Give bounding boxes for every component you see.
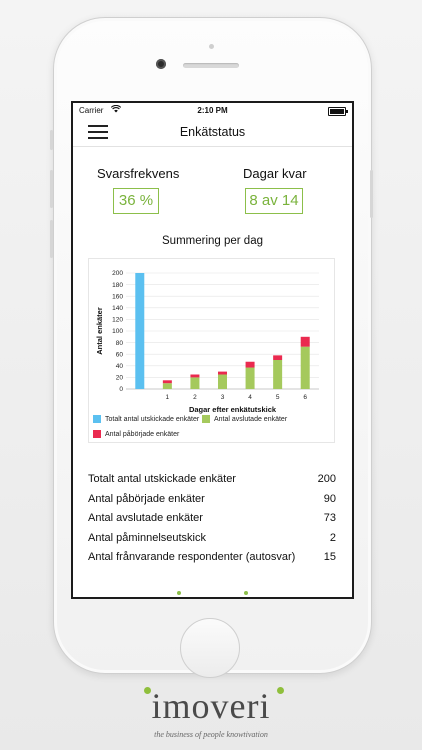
- volume-up-button: [50, 170, 53, 208]
- bar-completed: [301, 347, 310, 389]
- y-tick-label: 140: [112, 305, 123, 312]
- y-tick-label: 100: [112, 328, 123, 336]
- stats-list: [88, 473, 336, 571]
- bar-started: [273, 355, 282, 360]
- stat-value: 15: [323, 551, 336, 563]
- page-indicator-dot: [244, 591, 248, 595]
- stat-row: [88, 532, 336, 552]
- chart-container: [88, 258, 335, 443]
- side-button: [50, 130, 53, 150]
- volume-down-button: [50, 220, 53, 258]
- bar-completed: [163, 383, 172, 389]
- status-bar: [73, 103, 352, 118]
- days-left-value: 8 av 14: [245, 188, 303, 214]
- x-tick-label: 3: [220, 394, 225, 401]
- x-tick-label: 2: [193, 394, 197, 401]
- legend-swatch-started: [93, 430, 101, 438]
- bar-completed: [273, 360, 282, 389]
- response-rate-value: 36 %: [113, 188, 159, 214]
- legend-label-started: Antal påbörjade enkäter: [105, 430, 180, 438]
- stat-label: Totalt antal utskickade enkäter: [88, 473, 236, 485]
- page-title: Enkätstatus: [179, 125, 246, 139]
- home-button[interactable]: [180, 618, 240, 678]
- bar-completed: [190, 377, 199, 389]
- stat-row: [88, 551, 336, 571]
- response-rate-label: Svarsfrekvens: [97, 166, 180, 181]
- x-tick-label: 6: [303, 394, 308, 401]
- y-tick-label: 160: [112, 293, 123, 301]
- logo-dot-end: [277, 687, 284, 694]
- y-tick-label: 60: [115, 351, 123, 359]
- chart-title: Summering per dag: [162, 235, 263, 247]
- earpiece-speaker: [183, 63, 239, 68]
- x-tick-label: 4: [248, 394, 252, 401]
- legend-completed: [202, 415, 287, 423]
- brand-logo: [0, 688, 422, 724]
- page-indicator-dot: [177, 591, 181, 595]
- y-tick-label: 200: [112, 270, 123, 278]
- x-tick-label: 5: [275, 394, 280, 401]
- stat-row: [88, 512, 336, 532]
- bar-started: [246, 362, 255, 368]
- days-left-label: Dagar kvar: [243, 166, 307, 181]
- y-tick-label: 0: [119, 386, 123, 394]
- brand-tagline: the business of people knowtivation: [154, 730, 268, 739]
- y-tick-label: 20: [115, 374, 123, 382]
- y-tick-label: 80: [115, 339, 123, 347]
- bar-sent: [135, 273, 144, 389]
- carrier-label: Carrier: [79, 106, 104, 115]
- x-axis-label: Dagar efter enkätutskick: [188, 405, 277, 414]
- logo-wordmark: imoveri: [151, 686, 271, 726]
- y-tick-label: 40: [115, 363, 123, 370]
- y-tick-label: 120: [112, 316, 123, 324]
- stat-label: Antal frånvarande respondenter (autosvar): [88, 551, 296, 563]
- bar-started: [301, 337, 310, 347]
- bar-started: [190, 375, 199, 378]
- stat-row: [88, 473, 336, 493]
- stat-value: 200: [317, 473, 336, 485]
- status-time: 2:10 PM: [197, 106, 228, 115]
- legend-label-sent: Totalt antal utskickade enkäter: [105, 415, 200, 423]
- legend-swatch-sent: [93, 415, 101, 423]
- bar-started: [218, 372, 227, 375]
- nav-bar: [73, 118, 352, 147]
- legend-started: [93, 430, 179, 438]
- x-tick-label: 1: [165, 394, 170, 401]
- stat-label: Antal påminnelseutskick: [88, 531, 207, 544]
- stat-value: 90: [323, 492, 336, 505]
- legend-sent: [93, 415, 199, 423]
- power-button: [370, 170, 373, 218]
- y-axis-label: Antal enkäter: [95, 307, 104, 355]
- bar-completed: [218, 375, 227, 390]
- bar-completed: [246, 368, 255, 389]
- stat-label: Antal påbörjade enkäter: [88, 492, 205, 505]
- bar-started: [163, 380, 172, 383]
- legend-label-completed: Antal avslutade enkäter: [214, 415, 288, 423]
- y-tick-label: 180: [112, 281, 123, 289]
- sensor-dot: [209, 44, 214, 49]
- camera-icon: [156, 59, 166, 69]
- app-screen: [71, 101, 354, 599]
- stat-label: Antal avslutade enkäter: [88, 512, 203, 524]
- battery-icon: [328, 107, 346, 116]
- logo-dot-i: [144, 687, 151, 694]
- stat-value: 73: [323, 512, 336, 524]
- stat-value: 2: [329, 531, 336, 544]
- legend-swatch-completed: [202, 415, 210, 423]
- stat-row: [88, 493, 336, 513]
